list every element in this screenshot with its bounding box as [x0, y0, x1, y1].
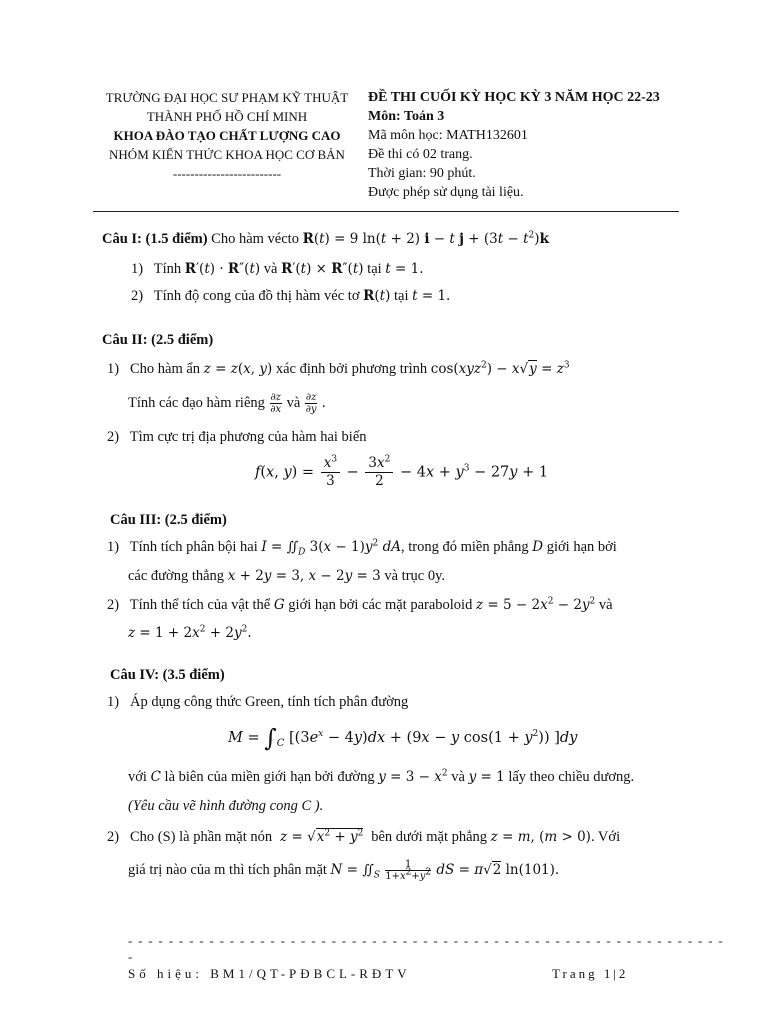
q3-heading: Câu III: (2.5 điểm): [110, 512, 227, 528]
q1-cross-product: R′(t) × R″(t): [281, 261, 364, 277]
q4-part1: [107, 692, 408, 712]
q4-part1-after: [128, 767, 634, 787]
q2-implicit-function: z = z(x, y): [203, 361, 273, 377]
q2-partial-text: Tính các đạo hàm riêng: [128, 394, 265, 411]
q4-curve-c: C: [150, 769, 161, 785]
q4-part2: [107, 827, 620, 847]
q2-part1-line2: Tính các đạo hàm riêng $\frac{\partial z}{\partial x}$ và $\frac{\partial z}{\partial y}$ .: [128, 392, 326, 415]
q4-surface-fraction: $\frac{1}{1+x^2+y^2}$: [385, 859, 432, 882]
q3-double-integral: $I = ∬_D$ $3(x - 1)y^2$ dA: [261, 538, 401, 558]
q4-heading: Câu IV: (3.5 điểm): [110, 667, 225, 683]
q1-part2-t-value: t = 1.: [412, 288, 451, 304]
footer-form-code: Số hiệu: BM1/QT-PĐBCL-RĐTV: [128, 966, 411, 981]
q4-surface-integral: $N = ∬_S$ $\frac{1}{1+x^2+y^2}$ dS = π√2 ln(101).: [330, 859, 560, 882]
q3-region-d: D: [532, 539, 544, 555]
q2-part2-text: Tìm cực trị địa phương của hàm hai biến: [129, 429, 367, 445]
q1-vector-r: R(t): [363, 288, 391, 304]
q3-part1: [107, 537, 617, 557]
q3-part1-text-a: Tính tích phân bội hai: [129, 539, 258, 555]
header-rule: [93, 211, 679, 212]
q3-part2-text-a: Tính thể tích của vật thể: [129, 597, 271, 613]
q1-intro: Cho hàm vécto: [211, 231, 299, 247]
q3-part1-text-c: giới hạn bởi: [546, 539, 617, 555]
q3-lines-text: các đường thẳng: [128, 568, 225, 584]
q2-frac-3x2-2: $\frac{3x^2}{2}$: [365, 455, 393, 490]
q1-part2: [131, 286, 450, 306]
q3-paraboloid-1: $z = 5 - 2x^2 - 2y^2$: [475, 596, 596, 613]
q1-part1-number: 1): [131, 261, 144, 277]
q3-lines: x + 2y = 3, x − 2y = 3: [227, 568, 381, 584]
group-name: NHÓM KIẾN THỨC KHOA HỌC CƠ BẢN: [109, 147, 345, 162]
q1-part1: [131, 259, 424, 279]
faculty-name: KHOA ĐÀO TẠO CHẤT LƯỢNG CAO: [113, 128, 341, 143]
q2-part1-text-a: Cho hàm ẩn: [129, 361, 201, 377]
q1-part2-number: 2): [131, 288, 144, 304]
q3-paraboloid-2: $z = 1 + 2x^2 + 2y^2$.: [128, 624, 252, 641]
exam-subject: Môn: Toán 3: [368, 109, 445, 124]
q4-surface-text: giá trị nào của m thì tích phân mặt: [128, 862, 327, 878]
exam-time: Thời gian: 90 phút.: [368, 166, 476, 181]
q1-part1-text-b: và: [263, 261, 278, 277]
q4-plane: z = m, (m > 0): [490, 829, 591, 845]
header-right: [368, 88, 698, 202]
q4-line-y1: y = 1: [468, 769, 505, 785]
q2-part1: [107, 359, 570, 379]
q4-parabola: $y = 3 - x^2$: [378, 768, 448, 785]
header-left-divider: -------------------------: [172, 166, 282, 181]
footer-page-number: Trang 1|2: [552, 966, 629, 981]
q3-solid-g: G: [273, 597, 285, 613]
q2-frac-x3-3: $\frac{x^3}{3}$: [321, 455, 340, 490]
q1-heading: Câu I: (1.5 điểm): [102, 231, 208, 247]
q3-part1-line2: [128, 566, 445, 586]
q3-part1-text-b: , trong đó miền phẳng: [400, 539, 529, 555]
q1-part2-text-a: Tính độ cong của đồ thị hàm véc tơ: [153, 288, 360, 304]
materials-note: Được phép sử dụng tài liệu.: [368, 185, 524, 200]
q2-equation: $\cos(xyz^2) - x√y = z^3$: [430, 360, 570, 377]
q4-part2-number: 2): [107, 829, 120, 845]
q3-part2-text-b: giới hạn bởi các mặt paraboloid: [288, 597, 473, 613]
q2-part2-number: 2): [107, 429, 120, 445]
q1-formula: R(t) = 9 ln(t + 2) i − t $j + (3t - t^2)k$: [302, 230, 549, 247]
footer-dashes: - - - - - - - - - - - - - - - - - - - - - - - - - - - - - - - - - - - - - - - - - - - - - - - - - - - - - - - - - - -: [128, 933, 725, 948]
q3-part2: [107, 595, 613, 615]
q4-part2-text-a: Cho (S) là phần mặt nón: [129, 829, 273, 845]
q4-part2-text-b: bên dưới mặt phẳng: [371, 829, 488, 845]
q1-dot-product: R′(t) · R″(t): [184, 261, 261, 277]
q2-heading: Câu II: (2.5 điểm): [102, 332, 214, 348]
q1-part1-t-value: t = 1.: [385, 261, 424, 277]
q2-partial-and: và: [286, 394, 301, 411]
q4-part2-line2: [128, 859, 559, 882]
q1-part1-text-a: Tính: [153, 261, 182, 277]
city-name: THÀNH PHỐ HỒ CHÍ MINH: [146, 109, 308, 124]
q4-orientation-text: lấy theo chiều dương.: [508, 769, 635, 785]
q1-part2-text-b: tại: [394, 288, 409, 304]
q4-note: (Yêu cầu vẽ hình đường cong C ).: [128, 798, 324, 814]
q1-heading-line: [102, 229, 549, 249]
q4-line-integral: $M = \int_C$ [$(3e^x - 4y)dx + (9x - y$ $\cos(1 + y^2)$) ]dy: [228, 724, 578, 752]
q3-part1-number: 1): [107, 539, 120, 555]
q3-part2-number: 2): [107, 597, 120, 613]
q2-part1-number: 1): [107, 361, 120, 377]
q2-part1-text-b: xác định bởi phương trình: [275, 361, 428, 377]
q2-dz-dx: $\frac{\partial z}{\partial x}$: [270, 392, 282, 415]
exam-title: ĐỀ THI CUỐI KỲ HỌC KỲ 3 NĂM HỌC 22-23: [368, 90, 660, 105]
header-left: [92, 88, 362, 183]
q3-part2-text-c: và: [598, 597, 613, 613]
q3-axis-text: và trục 0y.: [384, 568, 446, 584]
q4-part2-text-c: . Với: [590, 829, 621, 845]
q4-boundary-text: là biên của miền giới hạn bởi đường: [164, 769, 375, 785]
q4-cone: $z = √x^2 + y^2$: [280, 828, 364, 845]
q4-and-text: và: [451, 769, 465, 785]
q1-part1-text-c: tại: [367, 261, 382, 277]
footer-dash-tail: -: [128, 949, 134, 964]
page-count: Đề thi có 02 trang.: [368, 147, 473, 162]
q4-with-text: với: [128, 769, 147, 785]
q4-part1-number: 1): [107, 694, 120, 710]
q4-part1-text: Áp dụng công thức Green, tính tích phân đường: [129, 694, 409, 710]
q2-dz-dy: $\frac{\partial z}{\partial y}$: [305, 392, 317, 415]
q2-function-formula: f(x, y) = $\frac{x^3}{3}$ − $\frac{3x^2}{2}$ − $4x + y^3 - 27y + 1$: [255, 454, 549, 489]
q2-part2: [107, 427, 367, 447]
course-code: Mã môn học: MATH132601: [368, 128, 528, 143]
university-name: TRƯỜNG ĐẠI HỌC SƯ PHẠM KỸ THUẬT: [105, 90, 349, 105]
